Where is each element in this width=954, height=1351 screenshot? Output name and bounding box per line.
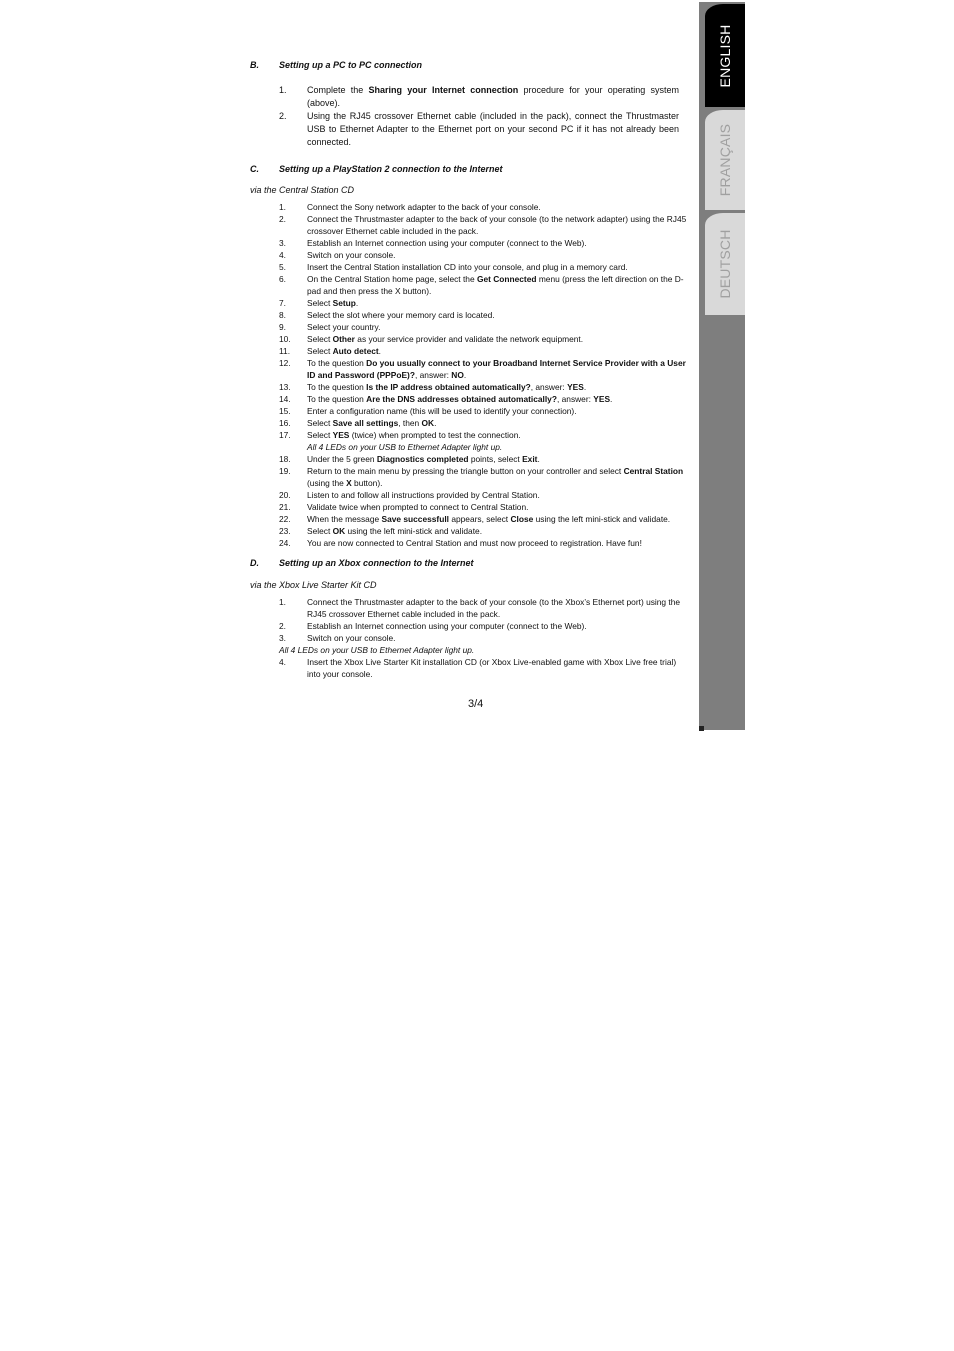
body-text: . <box>463 370 467 380</box>
tab-deutsch[interactable] <box>705 213 745 315</box>
body-text: (using the <box>307 478 347 488</box>
body-text: Complete the <box>307 85 369 95</box>
list-item-text <box>307 429 691 453</box>
list-item <box>279 213 691 237</box>
list-item-text <box>307 201 691 213</box>
list-item-number: 6. <box>279 274 286 284</box>
tab-francais[interactable] <box>705 110 745 210</box>
list-item <box>279 357 691 381</box>
list-item-text <box>307 501 691 513</box>
emphasis-text: Other <box>332 334 355 344</box>
section-d-list <box>279 596 691 680</box>
body-text: Return to the main menu by pressing the triangle button on your controller and select <box>307 466 624 476</box>
body-text: To the question <box>307 358 367 368</box>
body-text: Under the 5 green <box>307 454 377 464</box>
emphasis-text: OK <box>421 418 435 428</box>
list-item-number: 22. <box>279 514 291 524</box>
list-item-text <box>307 620 691 632</box>
list-item-number: 3. <box>279 238 286 248</box>
body-text: (twice) when prompted to test the connection. <box>349 430 521 440</box>
list-item-text <box>307 237 691 249</box>
body-text: menu (press the left direction on the D-pad and then press the X button). <box>307 274 684 296</box>
body-text: . <box>610 394 613 404</box>
section-c-heading <box>250 164 503 174</box>
body-text: , answer: <box>414 370 452 380</box>
list-item-number: 5. <box>279 262 286 272</box>
page-number: 3/4 <box>468 698 484 710</box>
list-item <box>279 333 691 345</box>
emphasis-text: Are the DNS addresses obtained automatically? <box>366 394 557 404</box>
list-item-text <box>307 297 691 309</box>
list-item-number: 2. <box>279 214 286 224</box>
body-text: button). <box>351 478 383 488</box>
list-item <box>279 453 691 465</box>
list-item-text <box>307 381 691 393</box>
list-item-number: 2. <box>279 621 286 631</box>
body-text: Select <box>307 334 333 344</box>
list-item-text <box>307 261 691 273</box>
list-item-number: 23. <box>279 526 291 536</box>
section-d-letter: D. <box>250 558 259 568</box>
body-text: , answer: <box>530 382 568 392</box>
body-text: procedure for your operating system (above). <box>307 85 680 108</box>
emphasis-text: X <box>346 478 352 488</box>
list-item <box>279 309 691 321</box>
body-text: Insert the Central Station installation CD into your console, and plug in a memory card. <box>307 262 628 272</box>
list-item-number: 17. <box>279 430 291 440</box>
list-item <box>279 537 691 549</box>
section-c-via: via the Central Station CD <box>250 185 355 195</box>
emphasis-text: Save all settings <box>332 418 399 428</box>
list-item-number: 2. <box>279 111 287 121</box>
list-item-text <box>307 537 691 549</box>
list-item <box>279 297 691 309</box>
body-text: You are now connected to Central Station and must now proceed to registration. Have fun! <box>307 538 642 548</box>
list-item-number: 20. <box>279 490 291 500</box>
list-item <box>279 417 691 429</box>
list-item-number: 14. <box>279 394 291 404</box>
tab-deutsch-label: DEUTSCH <box>717 229 733 299</box>
list-item-text <box>307 513 691 525</box>
list-item-note: All 4 LEDs on your USB to Ethernet Adapter light up. <box>307 442 503 452</box>
section-b-letter: B. <box>250 60 259 70</box>
list-item <box>279 429 691 453</box>
list-item <box>279 501 691 513</box>
emphasis-text: Save successfull <box>381 514 449 524</box>
list-item <box>279 273 691 297</box>
list-item-number: 4. <box>279 657 286 667</box>
list-item-text <box>307 309 691 321</box>
list-item <box>279 465 691 489</box>
list-item <box>279 345 691 357</box>
body-text: Select the slot where your memory card is located. <box>307 310 495 320</box>
list-item-text <box>307 405 691 417</box>
emphasis-text: Close <box>510 514 534 524</box>
emphasis-text: Is the IP address obtained automatically? <box>366 382 531 392</box>
body-text: Connect the Thrustmaster adapter to the back of your console (to the network adapter) using the RJ45 crossover Ethernet cable included in the pack. <box>307 214 687 236</box>
tab-strip-corner <box>699 726 704 731</box>
body-text: . <box>434 418 437 428</box>
emphasis-text: Setup <box>332 298 356 308</box>
body-text: appears, select <box>449 514 511 524</box>
body-text: Connect the Sony network adapter to the back of your console. <box>307 202 541 212</box>
emphasis-text: Get Connected <box>476 274 537 284</box>
body-text: On the Central Station home page, select the <box>307 274 477 284</box>
list-item <box>279 620 691 632</box>
list-item-number: 1. <box>279 85 287 95</box>
section-d-via: via the Xbox Live Starter Kit CD <box>250 580 377 590</box>
list-item-text <box>307 321 691 333</box>
list-item <box>279 393 691 405</box>
list-item-number: 21. <box>279 502 291 512</box>
body-text: Select <box>307 430 333 440</box>
list-item <box>279 110 679 149</box>
body-text: Using the RJ45 crossover Ethernet cable (included in the pack), connect the Thrustmaster USB to Ethernet Adapter to the Ethernet port on your second PC if it has not already been connected. <box>307 111 679 147</box>
emphasis-text: Auto detect <box>332 346 379 356</box>
list-item-number: 19. <box>279 466 291 476</box>
emphasis-text: Sharing your Internet connection <box>368 85 519 95</box>
list-item <box>279 84 679 110</box>
list-item-text <box>307 273 691 297</box>
list-item-number: 24. <box>279 538 291 548</box>
list-item <box>279 321 691 333</box>
list-item <box>279 489 691 501</box>
body-text: Switch on your console. <box>307 250 396 260</box>
body-text: To the question <box>307 394 367 404</box>
body-text: using the left mini-stick and validate. <box>533 514 671 524</box>
list-item-text <box>307 596 691 620</box>
list-item <box>279 201 691 213</box>
section-b-list <box>279 84 679 149</box>
emphasis-text: Central Station <box>623 466 684 476</box>
emphasis-text: Do you usually connect to your Broadband Internet Service Provider with a User ID and Password (PPPoE)? <box>307 358 686 380</box>
list-item-text <box>307 249 691 261</box>
emphasis-text: Diagnostics completed <box>376 454 469 464</box>
tab-english-label: ENGLISH <box>717 24 733 87</box>
emphasis-text: YES <box>567 382 584 392</box>
body-text: Select <box>307 526 333 536</box>
body-text: Select <box>307 418 333 428</box>
list-item-number: 12. <box>279 358 291 368</box>
body-text: . <box>355 298 359 308</box>
list-item <box>279 261 691 273</box>
list-item-number: 8. <box>279 310 286 320</box>
body-text: Connect the Thrustmaster adapter to the back of your console (to the Xbox’s Ethernet port) using the RJ45 crossover Ethernet cable included in the pack. <box>307 597 681 619</box>
list-item-text <box>307 110 679 149</box>
list-item-number: 16. <box>279 418 291 428</box>
tab-francais-label: FRANÇAIS <box>717 123 733 197</box>
body-text: as your service provider and validate the network equipment. <box>354 334 584 344</box>
list-item-text <box>307 453 691 465</box>
list-item-text <box>307 525 691 537</box>
list-item-text <box>307 357 691 381</box>
body-text: Listen to and follow all instructions provided by Central Station. <box>307 490 540 500</box>
section-b-title: Setting up a PC to PC connection <box>279 60 423 70</box>
list-item-text <box>307 417 691 429</box>
list-item-number: 18. <box>279 454 291 464</box>
list-item <box>279 525 691 537</box>
list-item <box>279 656 691 680</box>
emphasis-text: YES <box>332 430 350 440</box>
body-text: Select <box>307 298 333 308</box>
list-item-number: 3. <box>279 633 286 643</box>
body-text: Insert the Xbox Live Starter Kit installation CD (or Xbox Live-enabled game with Xbox Live free trial) into your console. <box>307 657 677 679</box>
list-item-number: 7. <box>279 298 286 308</box>
tab-english[interactable] <box>705 4 745 107</box>
body-text: Select <box>307 346 333 356</box>
section-c-letter: C. <box>250 164 259 174</box>
list-item-number: 15. <box>279 406 291 416</box>
body-text: Enter a configuration name (this will be used to identify your connection). <box>307 406 577 416</box>
section-d-title: Setting up an Xbox connection to the Internet <box>279 558 474 568</box>
body-text: , answer: <box>556 394 594 404</box>
emphasis-text: OK <box>332 526 346 536</box>
body-text: . <box>583 382 587 392</box>
list-item <box>279 513 691 525</box>
body-text: When the message <box>307 514 382 524</box>
list-item-text <box>307 333 691 345</box>
list-item-number: 1. <box>279 202 286 212</box>
list-item <box>279 596 691 620</box>
section-c-title: Setting up a PlayStation 2 connection to the Internet <box>279 164 503 174</box>
body-text: points, select <box>468 454 523 464</box>
emphasis-text: NO <box>451 370 464 380</box>
list-item-number: 10. <box>279 334 291 344</box>
section-b-heading <box>250 60 422 70</box>
list-item-text <box>307 489 691 501</box>
list-item-text <box>307 84 679 110</box>
list-item <box>279 405 691 417</box>
list-item-text <box>307 345 691 357</box>
list-item-text <box>307 632 691 644</box>
list-item-number: 9. <box>279 322 286 332</box>
list-item <box>279 381 691 393</box>
list-item-text <box>307 213 691 237</box>
list-item-number: 4. <box>279 250 286 260</box>
list-item-number: 13. <box>279 382 291 392</box>
section-c-list <box>279 201 691 549</box>
list-item <box>279 237 691 249</box>
list-item-text <box>307 393 691 405</box>
list-item <box>279 249 691 261</box>
body-text: using the left mini-stick and validate. <box>345 526 483 536</box>
list-item-number: 11. <box>279 346 291 356</box>
list-item <box>279 632 691 644</box>
body-text: Establish an Internet connection using your computer (connect to the Web). <box>307 238 587 248</box>
section-note: All 4 LEDs on your USB to Ethernet Adapter light up. <box>279 645 475 655</box>
body-text: Validate twice when prompted to connect to Central Station. <box>307 502 529 512</box>
body-text: . <box>537 454 540 464</box>
body-text: , then <box>398 418 422 428</box>
body-text: Switch on your console. <box>307 633 396 643</box>
emphasis-text: Exit <box>522 454 538 464</box>
emphasis-text: YES <box>593 394 611 404</box>
body-text: Establish an Internet connection using your computer (connect to the Web). <box>307 621 587 631</box>
list-item-text <box>307 656 691 680</box>
list-item-number: 1. <box>279 597 286 607</box>
body-text: Select your country. <box>307 322 381 332</box>
body-text: . <box>378 346 381 356</box>
body-text: To the question <box>307 382 367 392</box>
list-item-text <box>307 465 691 489</box>
section-d-heading <box>250 558 474 568</box>
